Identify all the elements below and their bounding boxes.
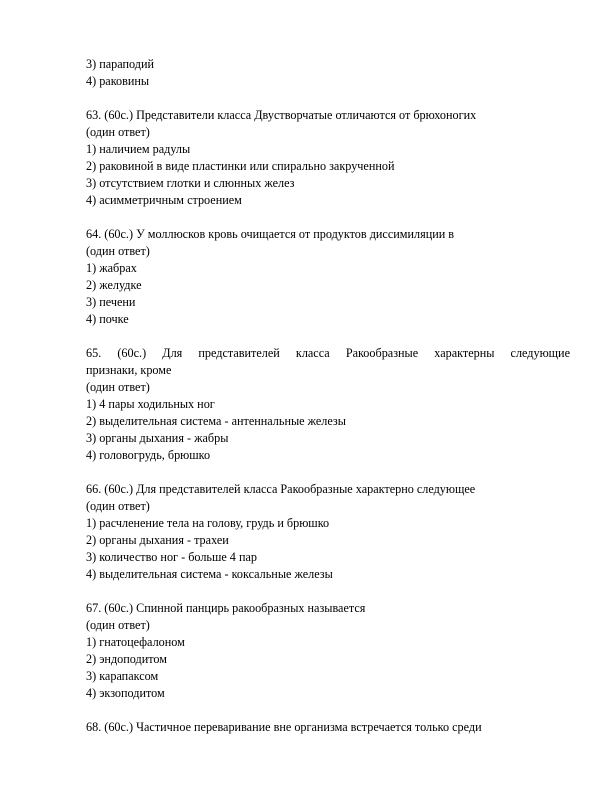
- answer-note: (один ответ): [86, 618, 150, 632]
- question-65: [86, 345, 570, 464]
- option: 4) экзоподитом: [86, 686, 165, 700]
- question-text: 66. (60с.) Для представителей класса Ракообразные характерно следующее: [86, 482, 476, 496]
- question-text: 67. (60с.) Спинной панцирь ракообразных называется: [86, 601, 366, 615]
- document-page: [86, 56, 570, 736]
- question-text: 64. (60с.) У моллюсков кровь очищается от продуктов диссимиляции в: [86, 227, 455, 241]
- question-text: 63. (60с.) Представители класса Двустворчатые отличаются от брюхоногих: [86, 108, 477, 122]
- option: 1) жабрах: [86, 261, 137, 275]
- option: 3) отсутствием глотки и слюнных желез: [86, 176, 295, 190]
- option: 3) органы дыхания - жабры: [86, 431, 229, 445]
- question-63: [86, 107, 570, 209]
- answer-note: (один ответ): [86, 499, 150, 513]
- question-64: [86, 226, 570, 328]
- lead-options: [86, 56, 570, 90]
- option: 2) желудке: [86, 278, 142, 292]
- answer-note: (один ответ): [86, 244, 150, 258]
- option: 1) 4 пары ходильных ног: [86, 397, 215, 411]
- question-text-continued: признаки, кроме: [86, 363, 172, 377]
- option: 4) раковины: [86, 74, 150, 88]
- option: 4) головогрудь, брюшко: [86, 448, 211, 462]
- option: 3) параподий: [86, 57, 154, 71]
- option: 1) расчленение тела на голову, грудь и брюшко: [86, 516, 330, 530]
- question-68-text: 68. (60с.) Частичное переваривание вне организма встречается только среди: [86, 720, 482, 734]
- option: 4) почке: [86, 312, 129, 326]
- option: 2) выделительная система - антеннальные железы: [86, 414, 346, 428]
- option: 4) асимметричным строением: [86, 193, 242, 207]
- option: 2) раковиной в виде пластинки или спирально закрученной: [86, 159, 395, 173]
- option: 4) выделительная система - коксальные железы: [86, 567, 333, 581]
- question-66: [86, 481, 570, 583]
- option: 3) печени: [86, 295, 136, 309]
- option: 3) карапаксом: [86, 669, 159, 683]
- option: 2) органы дыхания - трахеи: [86, 533, 229, 547]
- option: 1) гнатоцефалоном: [86, 635, 185, 649]
- option: 2) эндоподитом: [86, 652, 167, 666]
- option: 1) наличием радулы: [86, 142, 191, 156]
- answer-note: (один ответ): [86, 380, 150, 394]
- question-text: 65. (60с.) Для представителей класса Ракообразные характерны следующие: [86, 346, 570, 360]
- option: 3) количество ног - больше 4 пар: [86, 550, 257, 564]
- question-67: [86, 600, 570, 702]
- answer-note: (один ответ): [86, 125, 150, 139]
